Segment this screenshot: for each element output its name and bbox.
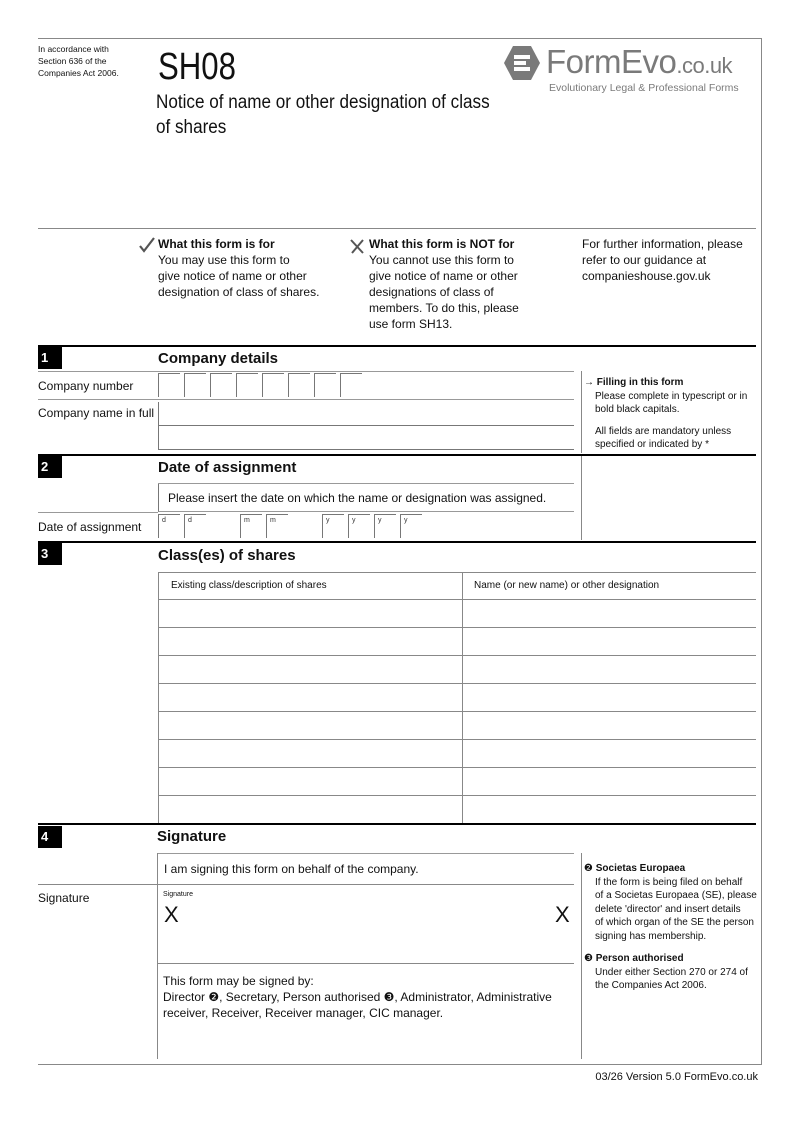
note-societas-europaea: ❷ Societas Europaea If the form is being filed on behalf of a Societas Europaea (SE), please delete 'director' and insert details of which organ of the SE the person signing has membership.	[584, 863, 757, 942]
new-name-input[interactable]	[463, 656, 756, 683]
section3-title: Class(es) of shares	[158, 547, 296, 564]
date-label: Date of assignment	[38, 520, 142, 534]
company-number-field[interactable]	[158, 373, 368, 399]
existing-class-input[interactable]	[159, 740, 462, 767]
brand-name: FormEvo.co.uk	[546, 43, 733, 80]
new-name-input[interactable]	[463, 796, 756, 823]
further-info: For further information, please refer to our guidance at companieshouse.gov.uk	[582, 237, 743, 283]
what-not-for: What this form is NOT for You cannot use this form to give notice of name or other designations of class of members. To do this, please use form SH13.	[369, 237, 519, 331]
existing-class-input[interactable]	[159, 684, 462, 711]
note-person-authorised: ❸ Person authorised Under either Section 270 or 274 of the Companies Act 2006.	[584, 953, 748, 991]
intro-divider	[38, 228, 756, 229]
existing-class-input[interactable]	[159, 628, 462, 655]
new-name-input[interactable]	[463, 740, 756, 767]
new-name-input[interactable]	[463, 600, 756, 627]
signature-start-mark: X	[164, 902, 179, 927]
section2-number: 2	[38, 456, 62, 478]
form-code: SH08	[158, 46, 236, 88]
note-marker-2: ❷	[208, 990, 220, 1004]
signature-field[interactable]: Signature X X	[163, 891, 570, 927]
existing-class-input[interactable]	[159, 656, 462, 683]
section4-rule	[38, 823, 756, 825]
footer-version: 03/26 Version 5.0 FormEvo.co.uk	[595, 1071, 758, 1083]
section1-rule	[38, 345, 756, 347]
who-may-sign: This form may be signed by: Director ❷, Secretary, Person authorised ❸, Administrator, Administrative receiver, Receiver, Receiver manager, CIC manager.	[163, 974, 552, 1020]
company-name-label: Company name in full	[38, 406, 155, 420]
column-header-existing: Existing class/description of shares	[171, 580, 327, 591]
formevo-logo-icon	[503, 45, 541, 81]
section3-number: 3	[38, 543, 62, 565]
section4-number: 4	[38, 826, 62, 848]
note-marker-3: ❸	[383, 990, 395, 1004]
check-icon	[138, 236, 156, 254]
signing-statement: I am signing this form on behalf of the company.	[164, 862, 419, 876]
section1-title: Company details	[158, 350, 279, 367]
bottom-border	[38, 1064, 762, 1065]
section4-title: Signature	[157, 828, 227, 845]
legal-note: In accordance with Section 636 of the Companies Act 2006.	[38, 44, 119, 78]
brand-tagline: Evolutionary Legal & Professional Forms	[549, 82, 739, 94]
cross-icon	[349, 238, 365, 254]
new-name-input[interactable]	[463, 684, 756, 711]
existing-class-input[interactable]	[159, 600, 462, 627]
arrow-right-icon: →	[584, 377, 594, 388]
new-name-input[interactable]	[463, 768, 756, 795]
signature-label: Signature	[38, 891, 90, 905]
company-name-field-1[interactable]	[158, 402, 574, 426]
new-name-input[interactable]	[463, 628, 756, 655]
company-name-field-2[interactable]	[158, 426, 574, 450]
section1-number: 1	[38, 347, 62, 369]
filling-help: → Filling in this form Please complete in typescript or in bold black capitals. All fields are mandatory unless specified or indicated by *	[584, 377, 748, 450]
date-instruction: Please insert the date on which the name or designation was assigned.	[168, 491, 547, 505]
column-header-new-name: Name (or new name) or other designation	[474, 580, 660, 591]
signature-end-mark: X	[555, 902, 570, 927]
section2-rule	[38, 454, 756, 456]
classes-table	[158, 572, 756, 824]
date-field[interactable]: d d m m y y y y	[158, 514, 428, 540]
company-number-label: Company number	[38, 379, 134, 393]
page-title: Notice of name or other designation of class of shares	[156, 92, 490, 138]
right-border	[761, 38, 762, 1065]
what-for: What this form is for You may use this form to give notice of name or other designation of class of shares.	[158, 237, 320, 299]
existing-class-input[interactable]	[159, 768, 462, 795]
section3-rule	[38, 541, 756, 543]
existing-class-input[interactable]	[159, 712, 462, 739]
top-border	[38, 38, 762, 39]
section2-title: Date of assignment	[158, 459, 297, 476]
new-name-input[interactable]	[463, 712, 756, 739]
existing-class-input[interactable]	[159, 796, 462, 823]
